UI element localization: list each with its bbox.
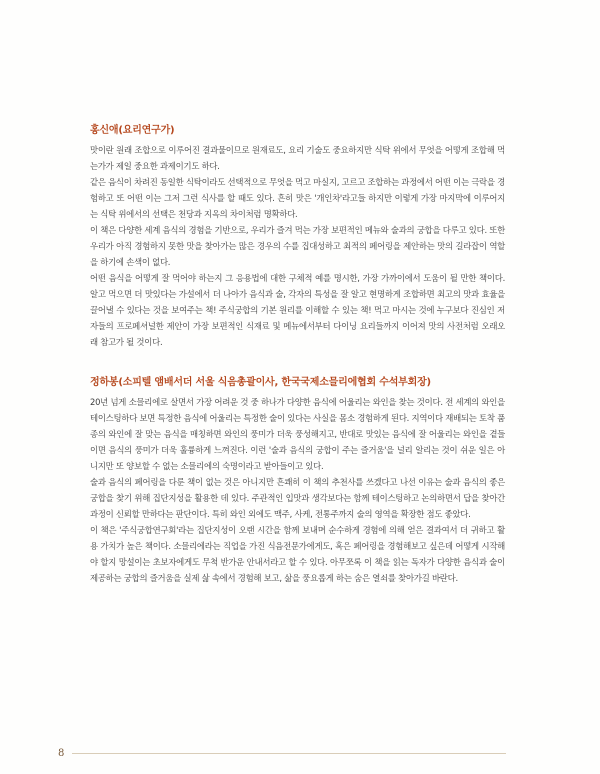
endorser-heading: 정하봉(소피텔 앰배서더 서울 식음총괄이사, 한국국제소믈리에협회 수석부회장) xyxy=(90,377,431,388)
endorsement-paragraph: 이 책은 다양한 세계 음식의 경험을 기반으로, 우리가 즐겨 먹는 가장 보편적인 메뉴와 술과의 궁합을 다루고 있다. 또한 우리가 아직 경험하지 못한 맛을 찾아가는 많은 경우의 수를 집대성하고 최적의 페어링을 제안하는 맛의 길라잡이 역할을 하기에 손색이 없다. xyxy=(90,225,505,267)
endorsement-paragraph: 어떤 음식을 어떻게 잘 먹어야 하는지 그 응용법에 대한 구체적 예를 명시한, 가장 가까이에서 도움이 될 만한 책이다. 알고 먹으면 더 맛있다는 가설에서 더 나아가 음식과 술, 각자의 특성을 잘 알고 현명하게 조합하면 최고의 맛과 효율을 끌어낼 수 있다는 것을 보여주는 책! 주식궁합의 기본 원리를 이해할 수 있는 책! 먹고 마시는 것에 누구보다 진심인 저자들의 프로페셔널한 제안이 가장 보편적인 식재료 및 메뉴에서부터 다이닝 요리들까지 이어져 맛의 사전처럼 오래오래 참고가 될 것이다. xyxy=(90,273,505,347)
endorsement-paragraph: 20년 넘게 소믈리에로 살면서 가장 어려운 것 중 하나가 다양한 음식에 어울리는 와인을 찾는 것이다. 전 세계의 와인을 테이스팅하다 보면 특정한 음식에 어울리는 특정한 술이 있다는 사실을 몸소 경험하게 된다. 지역이다 재배되는 토착 품종의 와인에 잘 맞는 음식을 매칭하면 와인의 풍미가 더욱 풍성해지고, 반대로 맛있는 음식에 잘 어울리는 와인을 곁들이면 음식의 풍미가 더욱 훌륭하게 느껴진다. 이런 '술과 음식의 궁합이 주는 즐거움'을 널리 알리는 것이 쉬운 일은 아니지만 또 양보할 수 없는 소믈리에의 숙명이라고 받아들이고 있다. xyxy=(90,397,505,471)
main-content xyxy=(90,124,505,586)
endorsement-paragraph: 맛이란 원래 조합으로 이루어진 결과물이므로 원재료도, 요리 기술도 중요하지만 식탁 위에서 무엇을 어떻게 조합해 먹는가가 제일 중요한 과제이기도 하다. xyxy=(90,145,505,171)
endorsement-section-2 xyxy=(90,376,505,586)
endorser-heading: 홍신애(요리연구가) xyxy=(90,125,175,136)
footer-divider xyxy=(72,753,506,754)
page-number: 8 xyxy=(58,748,65,759)
endorsement-paragraph: 같은 음식이 차려진 동일한 식탁이라도 선택적으로 무엇을 먹고 마실지, 고르고 조합하는 과정에서 어떤 이는 극락을 경험하고 또 어떤 이는 그저 그런 식사를 할 때도 있다. 흔히 맛은 '개인차'라고들 하지만 이렇게 가장 마지막에 이루어지는 식탁 위에서의 선택은 천당과 지옥의 차이처럼 명확하다. xyxy=(90,177,505,219)
endorsement-paragraph: 이 책은 '주식궁합연구회'라는 집단지성이 오랜 시간을 함께 보내며 순수하게 경험에 의해 얻은 결과여서 더 귀하고 활용 가치가 높은 책이다. 소믈리에라는 직업을 가진 식음전문가에게도, 혹은 페어링을 경험해보고 싶은데 어떻게 시작해야 할지 망설이는 초보자에게도 무척 반가운 안내서라고 할 수 있다. 아무쪼록 이 책을 읽는 독자가 다양한 음식과 술이 제공하는 궁합의 즐거움을 실제 삶 속에서 경험해 보고, 삶을 풍요롭게 하는 숨은 열쇠를 찾아가길 바란다. xyxy=(90,525,505,583)
endorsement-section-1 xyxy=(90,124,505,350)
endorsement-paragraph: 술과 음식의 페어링을 다룬 책이 없는 것은 아니지만 흔쾌히 이 책의 추천사를 쓰겠다고 나선 이유는 술과 음식의 좋은 궁합을 찾기 위해 집단지성을 활용한 데 있다. 주관적인 입맛과 생각보다는 함께 테이스팅하고 논의하면서 답을 찾아간 과정이 신뢰할 만하다는 판단이다. 특히 와인 외에도 맥주, 사케, 전통주까지 술의 영역을 확장한 점도 좋았다. xyxy=(90,477,505,519)
